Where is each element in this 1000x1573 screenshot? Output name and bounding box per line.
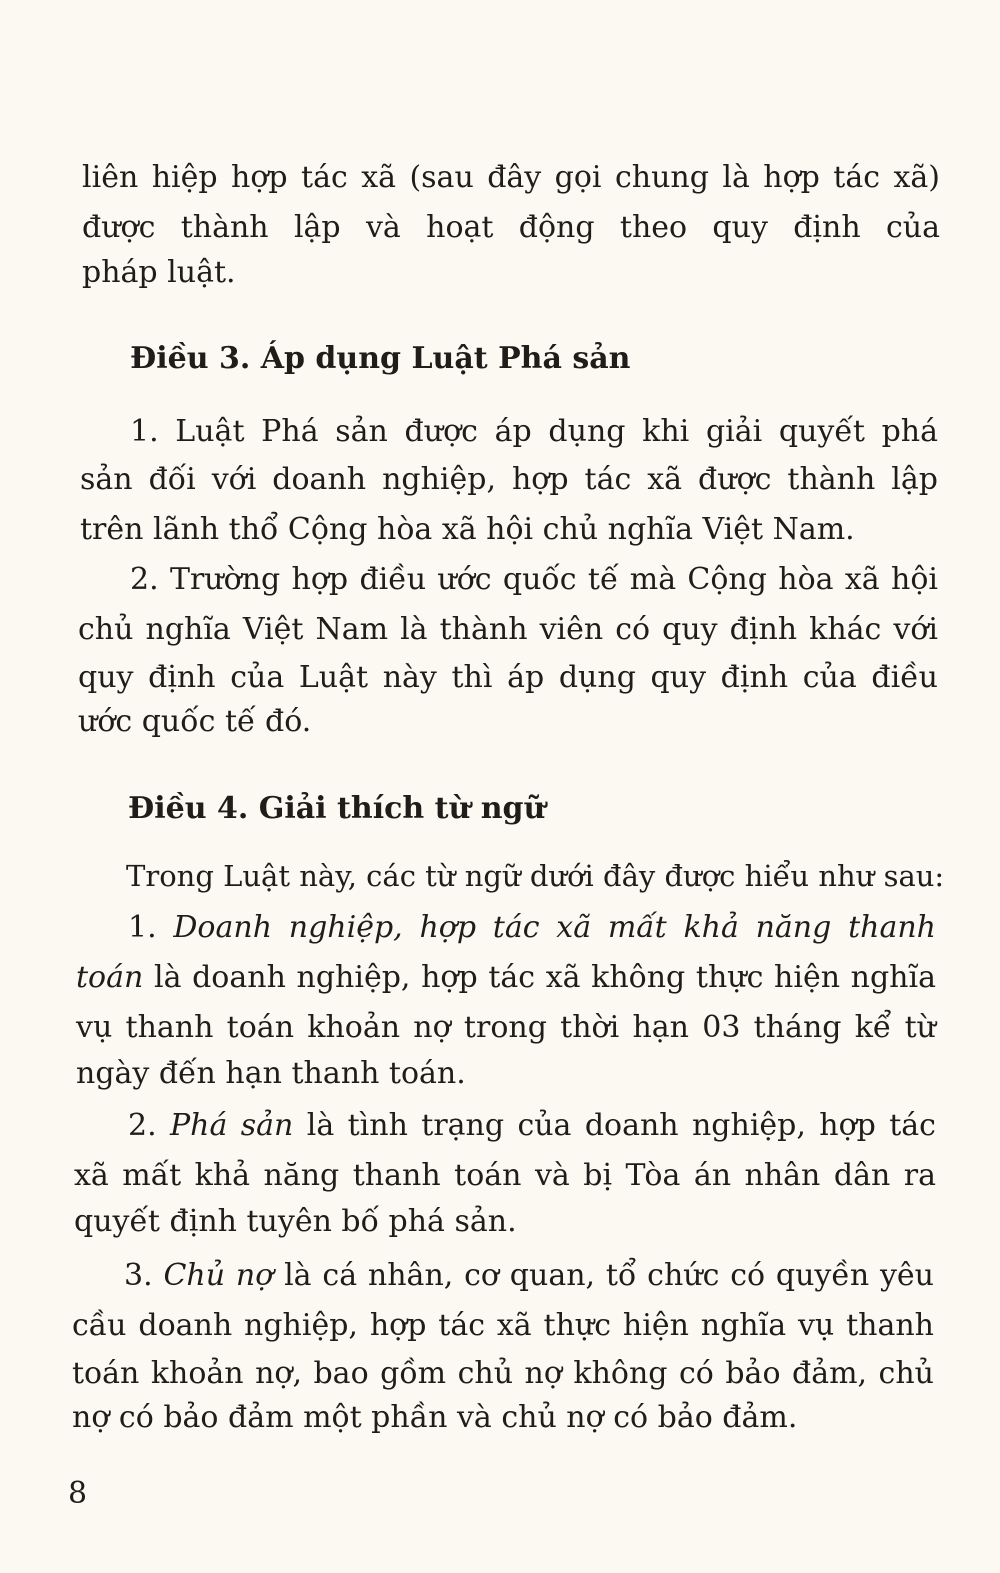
definition-1-term-cont: toán bbox=[76, 960, 144, 995]
definition-2-text: là tình trạng của doanh nghiệp, hợp tác bbox=[293, 1108, 936, 1143]
definition-1-line-3: vụ thanh toán khoản nợ trong thời hạn 03 tháng kể từ bbox=[76, 1010, 936, 1045]
article-3-line-1: 1. Luật Phá sản được áp dụng khi giải quyết phá bbox=[130, 414, 938, 449]
definition-2-line-3: quyết định tuyên bố phá sản. bbox=[74, 1204, 517, 1239]
definition-2-line-1 bbox=[128, 1108, 936, 1144]
page-number: 8 bbox=[68, 1476, 88, 1511]
definition-3-line-3: toán khoản nợ, bao gồm chủ nợ không có bảo đảm, chủ bbox=[72, 1356, 934, 1391]
definition-1-term: Doanh nghiệp, hợp tác xã mất khả năng thanh bbox=[173, 910, 936, 945]
article-3-line-3: trên lãnh thổ Cộng hòa xã hội chủ nghĩa Việt Nam. bbox=[80, 512, 855, 547]
definition-2-line-2: xã mất khả năng thanh toán và bị Tòa án nhân dân ra bbox=[74, 1158, 936, 1193]
article-3-line-5: chủ nghĩa Việt Nam là thành viên có quy định khác với bbox=[78, 612, 938, 647]
article-3-line-7: ước quốc tế đó. bbox=[78, 704, 312, 739]
definition-1-text: là doanh nghiệp, hợp tác xã không thực hiện nghĩa bbox=[143, 960, 936, 995]
article-3-line-6: quy định của Luật này thì áp dụng quy định của điều bbox=[78, 660, 938, 695]
article-3-line-2: sản đối với doanh nghiệp, hợp tác xã được thành lập bbox=[80, 462, 938, 497]
article-4-intro: Trong Luật này, các từ ngữ dưới đây được hiểu như sau: bbox=[126, 859, 945, 893]
definition-2-number: 2. bbox=[128, 1108, 170, 1143]
article-3-line-4: 2. Trường hợp điều ước quốc tế mà Cộng hòa xã hội bbox=[130, 562, 938, 597]
intro-line-3: pháp luật. bbox=[82, 255, 236, 290]
definition-3-line-4: nợ có bảo đảm một phần và chủ nợ có bảo đảm. bbox=[72, 1400, 798, 1435]
definition-1-line-1 bbox=[128, 910, 936, 946]
definition-3-line-2: cầu doanh nghiệp, hợp tác xã thực hiện nghĩa vụ thanh bbox=[72, 1308, 934, 1343]
definition-1-line-2 bbox=[76, 960, 936, 996]
article-3-heading: Điều 3. Áp dụng Luật Phá sản bbox=[130, 341, 631, 376]
definition-1-number: 1. bbox=[128, 910, 174, 945]
intro-line-1: liên hiệp hợp tác xã (sau đây gọi chung là hợp tác xã) bbox=[82, 160, 940, 195]
definition-3-line-1 bbox=[124, 1258, 934, 1294]
definition-3-term: Chủ nợ bbox=[163, 1258, 274, 1293]
intro-line-2: được thành lập và hoạt động theo quy định của bbox=[82, 210, 940, 245]
definition-3-number: 3. bbox=[124, 1258, 164, 1293]
definition-1-line-4: ngày đến hạn thanh toán. bbox=[76, 1056, 466, 1091]
definition-2-term: Phá sản bbox=[170, 1108, 294, 1143]
definition-3-text: là cá nhân, cơ quan, tổ chức có quyền yêu bbox=[273, 1258, 934, 1293]
article-4-heading: Điều 4. Giải thích từ ngữ bbox=[128, 791, 546, 826]
